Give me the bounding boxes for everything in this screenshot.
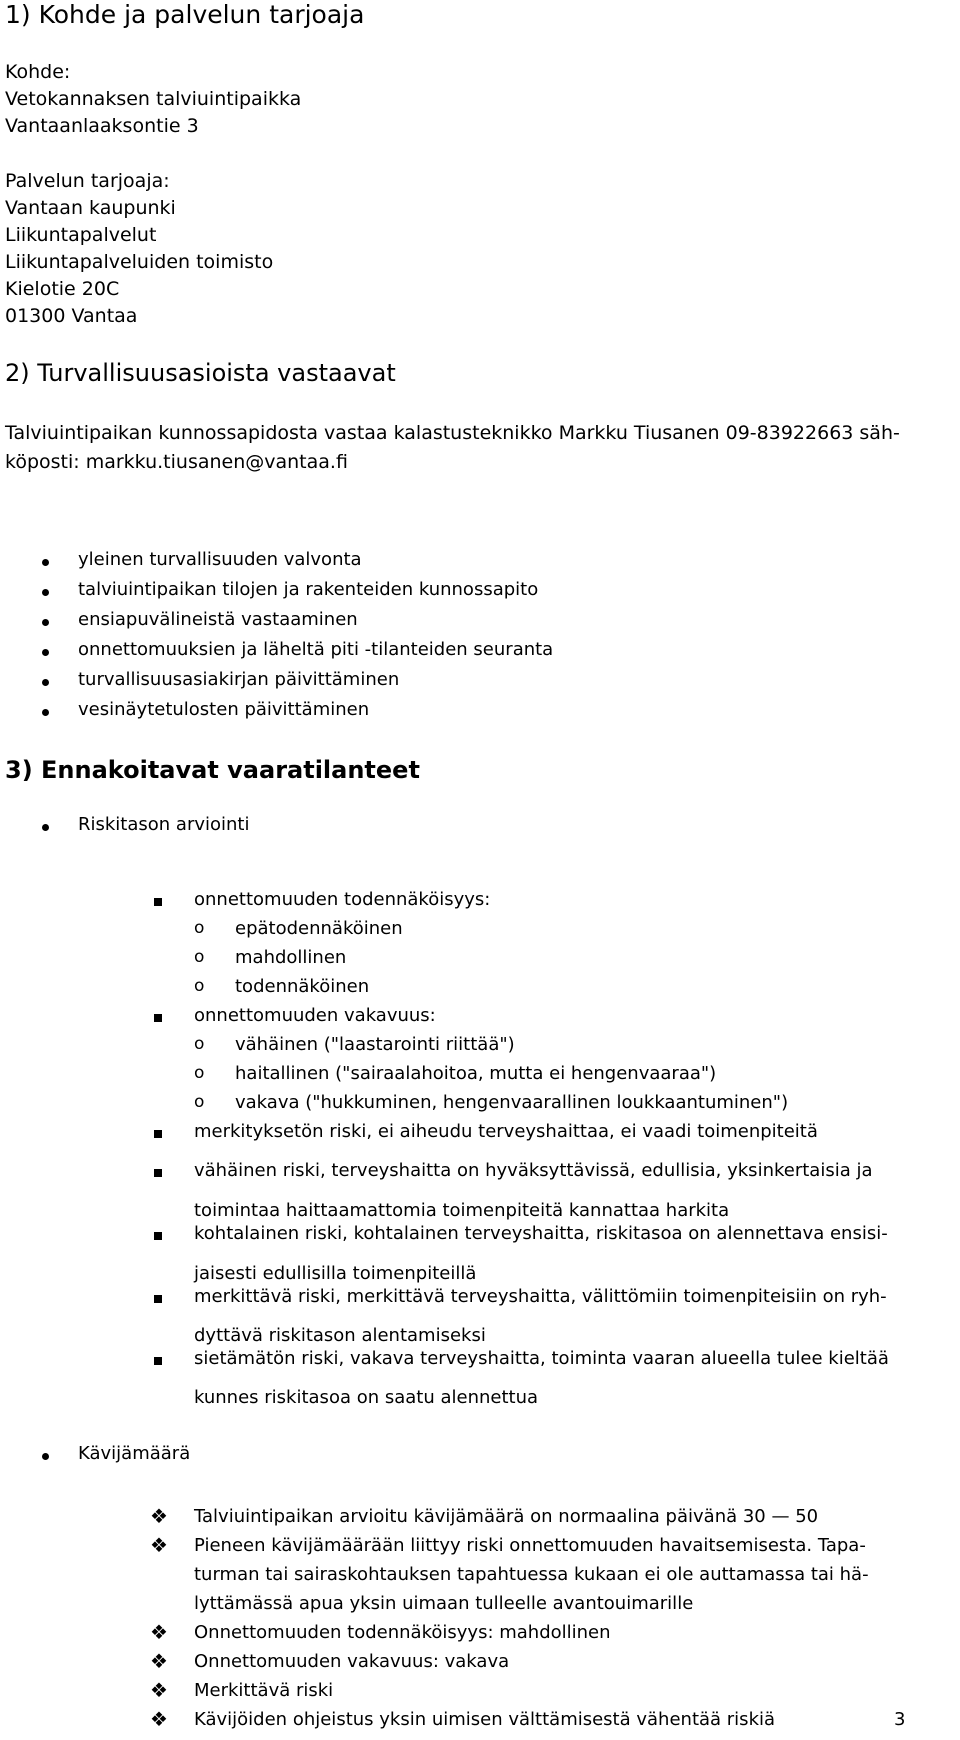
circle-bullet-icon: o bbox=[194, 1092, 205, 1112]
tarjoaja-line: Kielotie 20C bbox=[5, 278, 120, 300]
diamond-bullet-icon: ❖ bbox=[150, 1707, 168, 1731]
tarjoaja-line: Liikuntapalvelut bbox=[5, 224, 157, 246]
tarjoaja-label: Palvelun tarjoaja: bbox=[5, 170, 170, 192]
risk-level-line: toimintaa haittaamattomia toimenpiteitä kannattaa harkita bbox=[194, 1200, 730, 1221]
vakavuus-item: vähäinen ("laastarointi riittää") bbox=[235, 1034, 515, 1055]
risk-level-line: kunnes riskitasoa on saatu alennettua bbox=[194, 1387, 539, 1408]
duty-item: vesinäytetulosten päivittäminen bbox=[78, 699, 370, 720]
circle-bullet-icon: o bbox=[194, 947, 205, 967]
tarjoaja-line: Liikuntapalveluiden toimisto bbox=[5, 251, 274, 273]
kavijamaara-label: Kävijämäärä bbox=[78, 1443, 191, 1464]
square-bullet-icon bbox=[154, 898, 162, 906]
risk-level-line: dyttävä riskitason alentamiseksi bbox=[194, 1325, 486, 1346]
risk-level-line: vähäinen riski, terveyshaitta on hyväksyttävissä, edullisia, yksinkertaisia ja bbox=[194, 1160, 873, 1181]
vakavuus-label: onnettomuuden vakavuus: bbox=[194, 1005, 436, 1026]
kohde-line: Vantaanlaaksontie 3 bbox=[5, 115, 199, 137]
kavijamaara-line: Merkittävä riski bbox=[194, 1680, 334, 1701]
bullet-icon bbox=[42, 619, 49, 626]
risk-level-line: kohtalainen riski, kohtalainen terveyshaitta, riskitasoa on alennettava ensisi- bbox=[194, 1223, 888, 1244]
vakavuus-item: haitallinen ("sairaalahoitoa, mutta ei hengenvaaraa") bbox=[235, 1063, 717, 1084]
page-number: 3 bbox=[894, 1709, 906, 1730]
duty-item: talviuintipaikan tilojen ja rakenteiden kunnossapito bbox=[78, 579, 539, 600]
square-bullet-icon bbox=[154, 1130, 162, 1138]
circle-bullet-icon: o bbox=[194, 1063, 205, 1083]
duty-item: ensiapuvälineistä vastaaminen bbox=[78, 609, 358, 630]
kavijamaara-line: Pieneen kävijämäärään liittyy riski onnettomuuden havaitsemisesta. Tapa- bbox=[194, 1535, 866, 1556]
duty-item: onnettomuuksien ja läheltä piti -tilanteiden seuranta bbox=[78, 639, 554, 660]
tarjoaja-line: Vantaan kaupunki bbox=[5, 197, 176, 219]
risk-level-line: sietämätön riski, vakava terveyshaitta, toiminta vaaran alueella tulee kieltää bbox=[194, 1348, 889, 1369]
bullet-icon bbox=[42, 589, 49, 596]
section-3-heading: 3) Ennakoitavat vaaratilanteet bbox=[5, 756, 420, 784]
kavijamaara-line: turman tai sairaskohtauksen tapahtuessa kukaan ei ole auttamassa tai hä- bbox=[194, 1564, 869, 1585]
square-bullet-icon bbox=[154, 1232, 162, 1240]
todennakoisyys-label: onnettomuuden todennäköisyys: bbox=[194, 889, 491, 910]
diamond-bullet-icon: ❖ bbox=[150, 1533, 168, 1557]
kohde-label: Kohde: bbox=[5, 61, 71, 83]
bullet-icon bbox=[42, 1453, 49, 1460]
circle-bullet-icon: o bbox=[194, 1034, 205, 1054]
todennakoisyys-item: mahdollinen bbox=[235, 947, 347, 968]
duty-item: yleinen turvallisuuden valvonta bbox=[78, 549, 362, 570]
duty-item: turvallisuusasiakirjan päivittäminen bbox=[78, 669, 400, 690]
square-bullet-icon bbox=[154, 1357, 162, 1365]
circle-bullet-icon: o bbox=[194, 918, 205, 938]
risk-level-line: merkittävä riski, merkittävä terveyshaitta, välittömiin toimenpiteisiin on ryh- bbox=[194, 1286, 887, 1307]
kavijamaara-line: Onnettomuuden vakavuus: vakava bbox=[194, 1651, 510, 1672]
kavijamaara-line: Kävijöiden ohjeistus yksin uimisen välttämisestä vähentää riskiä bbox=[194, 1709, 776, 1730]
todennakoisyys-item: todennäköinen bbox=[235, 976, 370, 997]
tarjoaja-line: 01300 Vantaa bbox=[5, 305, 138, 327]
square-bullet-icon bbox=[154, 1014, 162, 1022]
section-2-heading: 2) Turvallisuusasioista vastaavat bbox=[5, 359, 396, 387]
responsible-paragraph-line: Talviuintipaikan kunnossapidosta vastaa kalastusteknikko Markku Tiusanen 09-83922663 säh- bbox=[5, 422, 900, 444]
bullet-icon bbox=[42, 679, 49, 686]
risk-level-line: jaisesti edullisilla toimenpiteillä bbox=[194, 1263, 477, 1284]
bullet-icon bbox=[42, 709, 49, 716]
kavijamaara-line: Talviuintipaikan arvioitu kävijämäärä on normaalina päivänä 30 — 50 bbox=[194, 1506, 819, 1527]
diamond-bullet-icon: ❖ bbox=[150, 1620, 168, 1644]
todennakoisyys-item: epätodennäköinen bbox=[235, 918, 403, 939]
square-bullet-icon bbox=[154, 1295, 162, 1303]
bullet-icon bbox=[42, 649, 49, 656]
diamond-bullet-icon: ❖ bbox=[150, 1678, 168, 1702]
diamond-bullet-icon: ❖ bbox=[150, 1649, 168, 1673]
responsible-paragraph-line: köposti: markku.tiusanen@vantaa.fi bbox=[5, 451, 348, 473]
bullet-icon bbox=[42, 824, 49, 831]
risk-level-line: merkityksetön riski, ei aiheudu terveyshaittaa, ei vaadi toimenpiteitä bbox=[194, 1121, 818, 1142]
vakavuus-item: vakava ("hukkuminen, hengenvaarallinen loukkaantuminen") bbox=[235, 1092, 789, 1113]
riskitaso-label: Riskitason arviointi bbox=[78, 814, 250, 835]
bullet-icon bbox=[42, 559, 49, 566]
section-1-heading: 1) Kohde ja palvelun tarjoaja bbox=[5, 0, 365, 29]
square-bullet-icon bbox=[154, 1169, 162, 1177]
diamond-bullet-icon: ❖ bbox=[150, 1504, 168, 1528]
kohde-line: Vetokannaksen talviuintipaikka bbox=[5, 88, 302, 110]
kavijamaara-line: lyttämässä apua yksin uimaan tulleelle avantouimarille bbox=[194, 1593, 694, 1614]
kavijamaara-line: Onnettomuuden todennäköisyys: mahdollinen bbox=[194, 1622, 611, 1643]
circle-bullet-icon: o bbox=[194, 976, 205, 996]
